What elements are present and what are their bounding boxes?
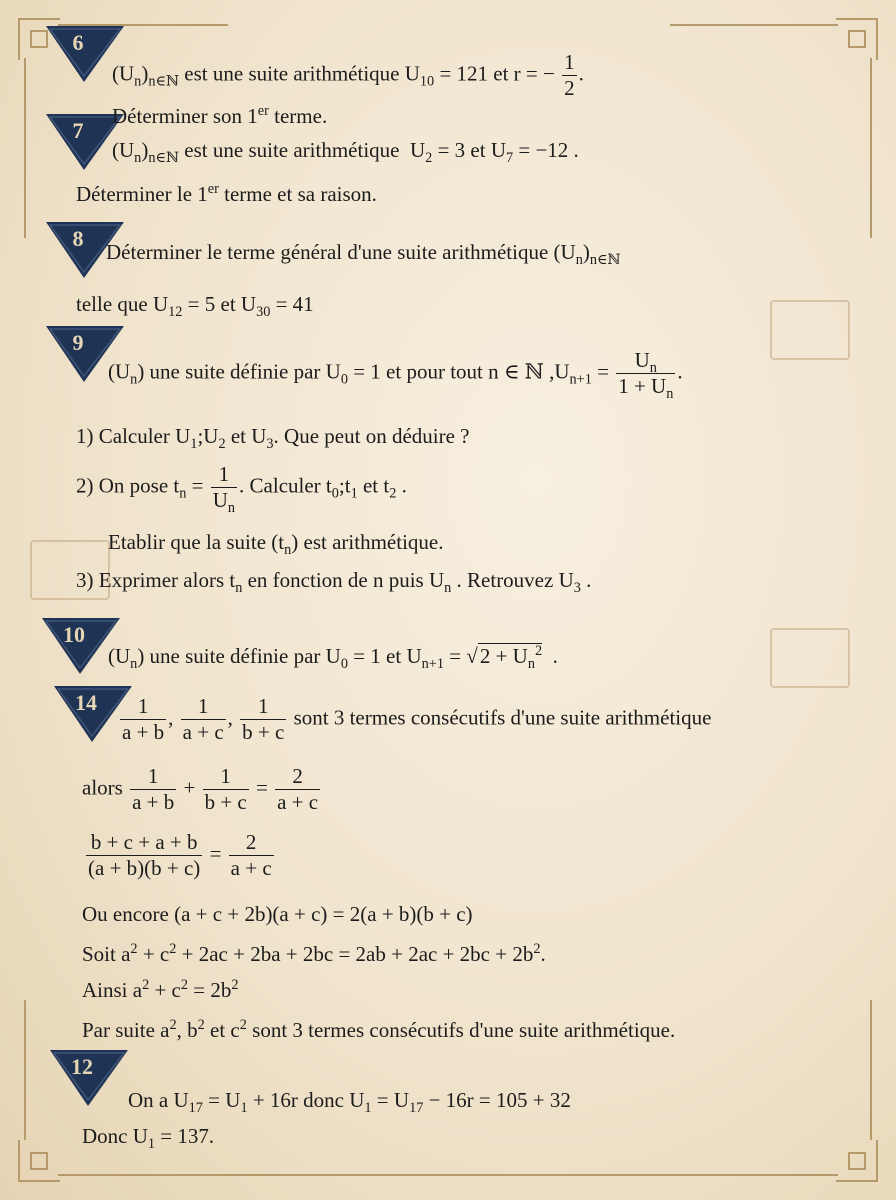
exercise-number: 8 bbox=[72, 226, 84, 251]
ex14-line-2: alors $\frac{1}{a + b}$ + $\frac{1}{b + c}$ = $\frac{2}{a + c}$ bbox=[82, 764, 319, 815]
ex14-line-4: Ou encore (a + c + 2b)(a + c) = 2(a + b)(b + c) bbox=[82, 902, 473, 926]
frame-corner-inner bbox=[848, 30, 866, 48]
ex7-line-1: Déterminer son 1er terme. bbox=[112, 103, 328, 128]
exercise-number: 10 bbox=[63, 622, 85, 647]
fraction: $\frac{1}{U_n}$ bbox=[212, 462, 236, 517]
frame-top-line-right bbox=[670, 24, 838, 26]
exercise-number: 12 bbox=[71, 1054, 93, 1079]
exercise-number: 7 bbox=[72, 118, 84, 143]
frame-right-line-bottom bbox=[870, 1000, 872, 1140]
fraction: $\frac{b + c + a + b}{(a + b)(b + c)}$ bbox=[88, 830, 201, 881]
frame-corner-inner bbox=[848, 1152, 866, 1170]
ex8-line-1: Déterminer le terme général d'une suite arithmétique $(U_n)_{n\in ℕ}$ bbox=[106, 240, 621, 269]
bleed-through-badge bbox=[770, 628, 850, 688]
ex14-line-3: $\frac{b + c + a + b}{(a + b)(b + c)}$ = $\frac{2}{a + c}$ bbox=[88, 830, 272, 881]
fraction: $\frac{1}{a + b}$ bbox=[132, 764, 175, 815]
bleed-through-badge bbox=[770, 300, 850, 360]
ex12-line-1: On a $U_{17} = U_1 + 16r$ donc $U_1 = U_{17} - 16r = 105 + 32$ bbox=[128, 1088, 571, 1117]
square-root: $2 + U_n^2$ bbox=[479, 643, 543, 673]
ex10-statement: $(U_n)$ une suite définie par $U_0 = 1$ et $U_{n+1} = √2 + U_n^2$ . bbox=[108, 643, 558, 673]
ex14-line-5: Soit $a^2 + c^2 + 2ac + 2ba + 2bc = 2ab + 2ac + 2bc + 2b^2$. bbox=[82, 941, 546, 966]
ex9-question-2b: Etablir que la suite $(t_n)$ est arithmétique. bbox=[108, 530, 444, 559]
ex7-line-3: Déterminer le 1er terme et sa raison. bbox=[76, 181, 377, 206]
exercise-number: 14 bbox=[75, 690, 97, 715]
ex9-question-1: 1) Calculer $U_1;U_2$ et $U_3$. Que peut on déduire ? bbox=[76, 424, 470, 453]
frame-right-line bbox=[870, 58, 872, 238]
fraction: $\frac{2}{a + c}$ bbox=[230, 830, 272, 881]
fraction: $\frac{1}{2}$ bbox=[564, 50, 575, 101]
ex14-line-7: Par suite $a^2$, $b^2$ et $c^2$ sont 3 termes consécutifs d'une suite arithmétique. bbox=[82, 1017, 676, 1042]
ex6-statement: $(U_n)_{n\in ℕ}$ est une suite arithmétique $U_{10} = 121$ et r = − $\frac{1}{2}$ . bbox=[112, 50, 584, 101]
ex14-line-6: Ainsi $a^2 + c^2 = 2b^2$ bbox=[82, 977, 239, 1002]
ex9-definition: $(U_n)$ une suite définie par $U_0 = 1$ et pour tout n ∈ ℕ $,U_{n+1}$ = $\frac{U_n}{1 + U_n}$ . bbox=[108, 348, 683, 403]
fraction: $\frac{U_n}{1 + U_n}$ bbox=[618, 348, 674, 403]
fraction: $\frac{2}{a + c}$ bbox=[277, 764, 319, 815]
exercise-number: 9 bbox=[72, 330, 84, 355]
frame-bottom-line bbox=[58, 1174, 838, 1176]
frame-left-line-bottom bbox=[24, 1000, 26, 1140]
fraction: $\frac{1}{b + c}$ bbox=[242, 694, 285, 745]
fraction: $\frac{1}{a + b}$ bbox=[122, 694, 165, 745]
exercise-number: 6 bbox=[72, 30, 84, 55]
frame-corner-inner bbox=[30, 1152, 48, 1170]
exercise-badge bbox=[50, 1050, 128, 1108]
ex12-line-2: Donc $U_1 = 137$. bbox=[82, 1124, 215, 1153]
ex9-question-2: 2) On pose $t_n$ = $\frac{1}{U_n}$ . Calculer $t_0;t_1$ et $t_2$ . bbox=[76, 462, 407, 517]
fraction: $\frac{1}{b + c}$ bbox=[204, 764, 247, 815]
ex8-line-2: telle que $U_{12} = 5$ et $U_{30} = 41$ bbox=[76, 292, 314, 321]
ex14-line-1: $\frac{1}{a + b}$ , $\frac{1}{a + c}$ , $\frac{1}{b + c}$ sont 3 termes consécutifs d'une suite arithmétique bbox=[122, 694, 712, 745]
frame-left-line bbox=[24, 58, 26, 238]
ex9-question-3: 3) Exprimer alors $t_n$ en fonction de n puis $U_n$ . Retrouvez $U_3$ . bbox=[76, 568, 592, 597]
ex7-line-2: $(U_n)_{n\in ℕ}$ est une suite arithmétique $U_2 = 3$ et $U_7 = -12$ . bbox=[112, 138, 579, 167]
fraction: $\frac{1}{a + c}$ bbox=[182, 694, 224, 745]
